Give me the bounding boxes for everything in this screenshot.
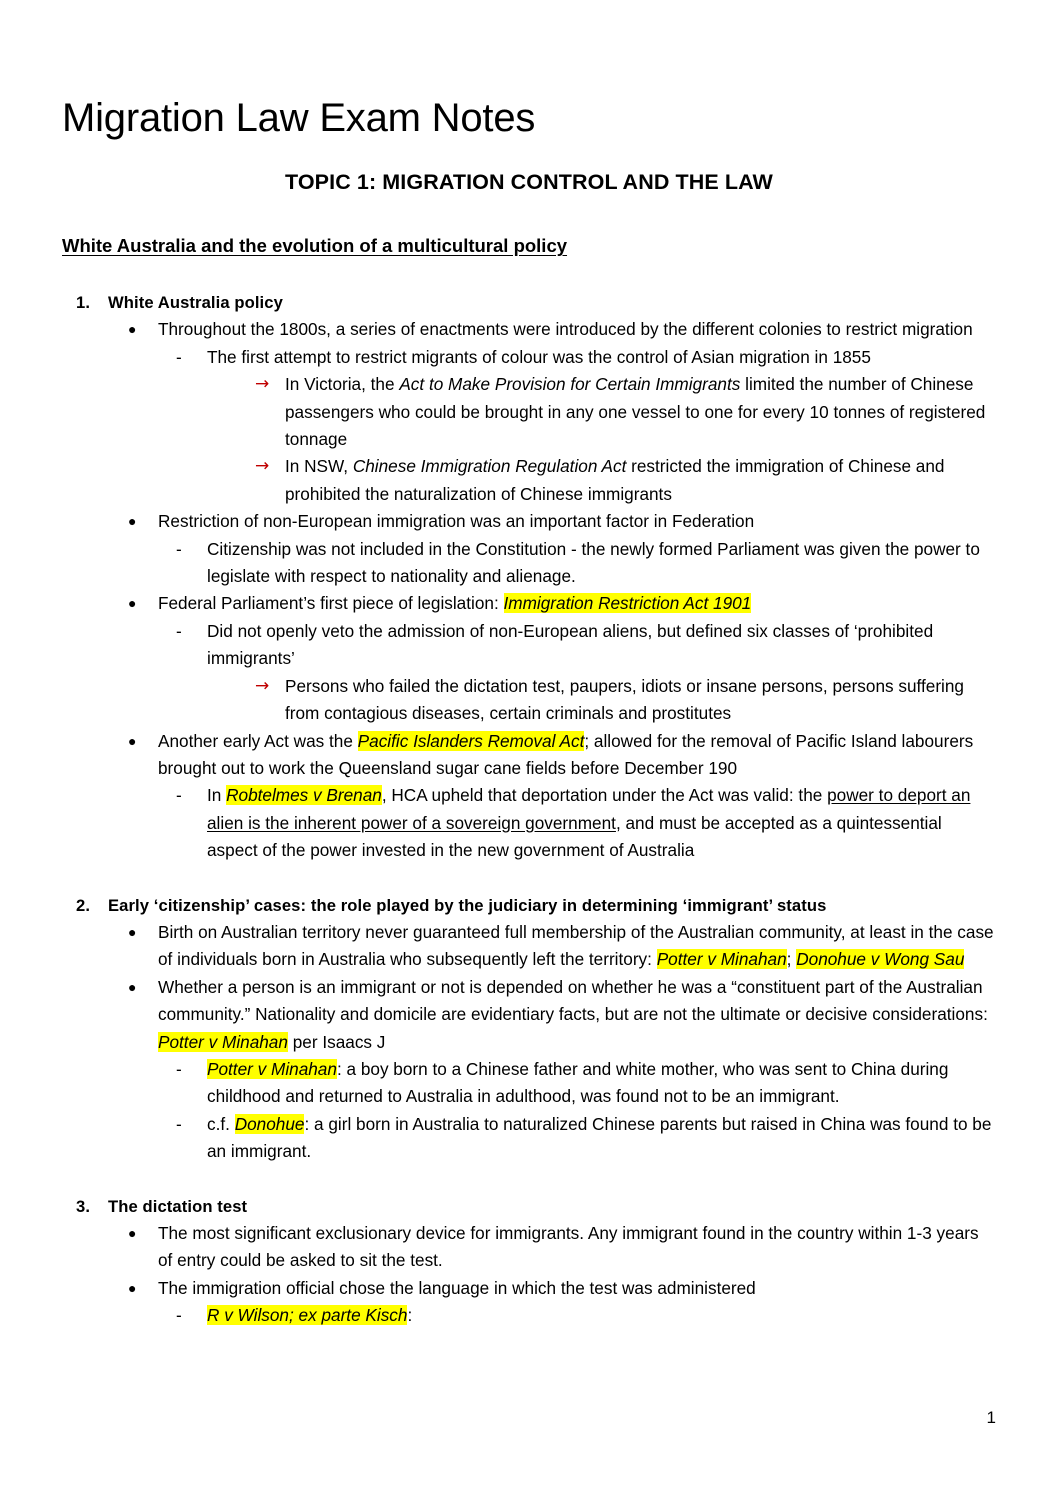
list-item-text-part: ;	[786, 949, 797, 970]
list-item-section-3	[0, 1193, 1058, 1220]
list-item-text: The immigration official chose the language in which the test was administered	[158, 1277, 756, 1298]
list-item	[0, 453, 1058, 508]
list-item-text-part: : a girl born in Australia to naturalized Chinese parents but raised in China was found to be an immigrant.	[207, 1113, 992, 1162]
list-item-text-part: Birth on Australian territory never guaranteed full membership of the Australian community, at least in the case of individuals born in Australia who subsequently left the territory:	[158, 921, 994, 970]
page-number: 1	[986, 1408, 996, 1427]
spacer	[0, 1166, 1058, 1193]
list-marker-bullet: ●	[128, 1225, 137, 1241]
list-item-section-2	[0, 892, 1058, 919]
highlighted-case-name: Potter v Minahan	[207, 1058, 337, 1079]
list-item	[0, 590, 1058, 617]
list-item	[0, 1056, 1058, 1111]
highlighted-case-name: Immigration Restriction Act 1901	[503, 593, 752, 614]
list-item-text: The first attempt to restrict migrants of colour was the control of Asian migration in 1855	[207, 346, 871, 367]
list-marker-bullet: ●	[128, 595, 137, 612]
list-marker-dash: -	[176, 1305, 182, 1326]
list-item-text-part: :	[407, 1305, 413, 1326]
list-item-text: Persons who failed the dictation test, paupers, idiots or insane persons, persons suffering from contagious diseases, certain criminals and prostitutes	[285, 675, 964, 724]
arrow-icon: →	[255, 374, 270, 395]
list-item-text-part: : a boy born to a Chinese father and white mother, who was sent to China during childhood and returned to Australia in adulthood, was found not to be an immigrant.	[207, 1058, 949, 1107]
list-item-text-part: restricted the immigration of Chinese and prohibited the naturalization of Chinese immigrants	[285, 456, 945, 504]
section-1-heading: White Australia policy	[108, 293, 283, 312]
highlighted-case-name: Potter v Minahan	[158, 1031, 288, 1052]
highlighted-case-name: Donohue	[234, 1113, 305, 1134]
highlighted-case-name: Pacific Islanders Removal Act	[357, 730, 585, 751]
list-item-section-1	[0, 289, 1058, 316]
highlighted-case-name: Donohue v Wong Sau	[796, 949, 965, 970]
case-name-italic: Chinese Immigration Regulation Act	[352, 456, 627, 477]
list-item	[0, 508, 1058, 535]
list-marker-bullet: ●	[128, 321, 137, 338]
list-item-text-part: per Isaacs J	[287, 1031, 386, 1052]
spacer	[0, 865, 1058, 892]
list-item-text: Throughout the 1800s, a series of enactments were introduced by the different colonies to restrict migration	[158, 319, 973, 340]
list-item	[0, 536, 1058, 591]
list-item	[0, 371, 1058, 453]
list-marker-bullet: ●	[128, 732, 137, 749]
section-3-heading: The dictation test	[108, 1196, 248, 1216]
list-marker-dash: -	[176, 1058, 182, 1079]
list-item-text-part: In Victoria, the	[285, 374, 400, 395]
list-item-text-part: Federal Parliament’s first piece of legislation:	[158, 593, 504, 614]
list-marker-dash: -	[176, 620, 182, 641]
highlighted-case-name: Robtelmes v Brenan	[226, 785, 382, 806]
arrow-icon: →	[255, 456, 270, 477]
list-item-text-part: In NSW,	[285, 456, 353, 477]
list-item	[0, 974, 1058, 1056]
topic-heading: TOPIC 1: MIGRATION CONTROL AND THE LAW	[285, 170, 773, 194]
list-item	[0, 919, 1058, 974]
list-item	[0, 344, 1058, 371]
list-item-text-part: Another early Act was the	[158, 730, 358, 751]
highlighted-case-name: Potter v Minahan	[656, 949, 787, 970]
list-marker-dash: -	[176, 346, 182, 367]
list-item	[0, 618, 1058, 673]
list-item	[0, 1302, 1058, 1329]
list-item-text: The most significant exclusionary device for immigrants. Any immigrant found in the country within 1-3 years of entry could be asked to sit the test.	[158, 1223, 979, 1271]
list-item	[0, 1111, 1058, 1166]
list-item	[0, 1275, 1058, 1302]
list-item	[0, 673, 1058, 728]
list-item	[0, 782, 1058, 864]
list-item-text-part: Whether a person is an immigrant or not is depended on whether he was a “constituent part of the Australian community.” Nationality and domicile are evidentiary facts, but are not the ultimate or decisive considerations:	[158, 976, 988, 1025]
section-2-heading: Early ‘citizenship’ cases: the role played by the judiciary in determining ‘immigrant’ status	[108, 895, 827, 915]
list-item-text: Did not openly veto the admission of non-European aliens, but defined six classes of ‘prohibited immigrants’	[207, 620, 934, 669]
highlighted-case-name: R v Wilson; ex parte Kisch	[207, 1305, 408, 1326]
list-item-text-part: , and must be accepted as a quintessential aspect of the power invested in the new government of Australia	[207, 812, 942, 861]
list-marker-bullet: ●	[128, 923, 137, 940]
list-item	[0, 316, 1058, 343]
underlined-text: power to deport an alien is the inherent power of a sovereign government	[207, 785, 971, 833]
case-name-italic: Act to Make Provision for Certain Immigrants	[399, 374, 741, 395]
list-item-text-part: , HCA upheld that deportation under the Act was valid: the	[381, 785, 828, 806]
list-marker-number: 3.	[76, 1196, 91, 1216]
list-item-text-part: ; allowed for the removal of Pacific Island labourers brought out to work the Queensland sugar cane fields before December 190	[158, 730, 974, 778]
outline-content	[0, 289, 1058, 1330]
list-item-text: Restriction of non-European immigration was an important factor in Federation	[158, 511, 755, 532]
list-marker-dash: -	[176, 538, 182, 559]
list-item-text-part: c.f.	[207, 1113, 235, 1134]
list-marker-number: 1.	[76, 293, 91, 312]
arrow-icon: →	[255, 675, 270, 696]
list-item	[0, 1220, 1058, 1275]
list-marker-dash: -	[176, 1113, 182, 1134]
list-marker-bullet: ●	[128, 1279, 137, 1296]
list-item-text: Citizenship was not included in the Constitution - the newly formed Parliament was given the power to legislate with respect to nationality and alienage.	[207, 538, 980, 587]
page-title: Migration Law Exam Notes	[62, 95, 536, 140]
list-item-text-part: In	[207, 785, 227, 806]
list-item-text-part: limited the number of Chinese passengers who could be brought in any one vessel to one for every 10 tonnes of registered tonnage	[285, 374, 986, 450]
list-marker-bullet: ●	[128, 978, 137, 995]
list-marker-dash: -	[176, 785, 182, 806]
section-heading: White Australia and the evolution of a multicultural policy	[62, 235, 568, 256]
list-marker-bullet: ●	[128, 513, 137, 530]
list-item	[0, 728, 1058, 783]
list-marker-number: 2.	[76, 895, 91, 915]
